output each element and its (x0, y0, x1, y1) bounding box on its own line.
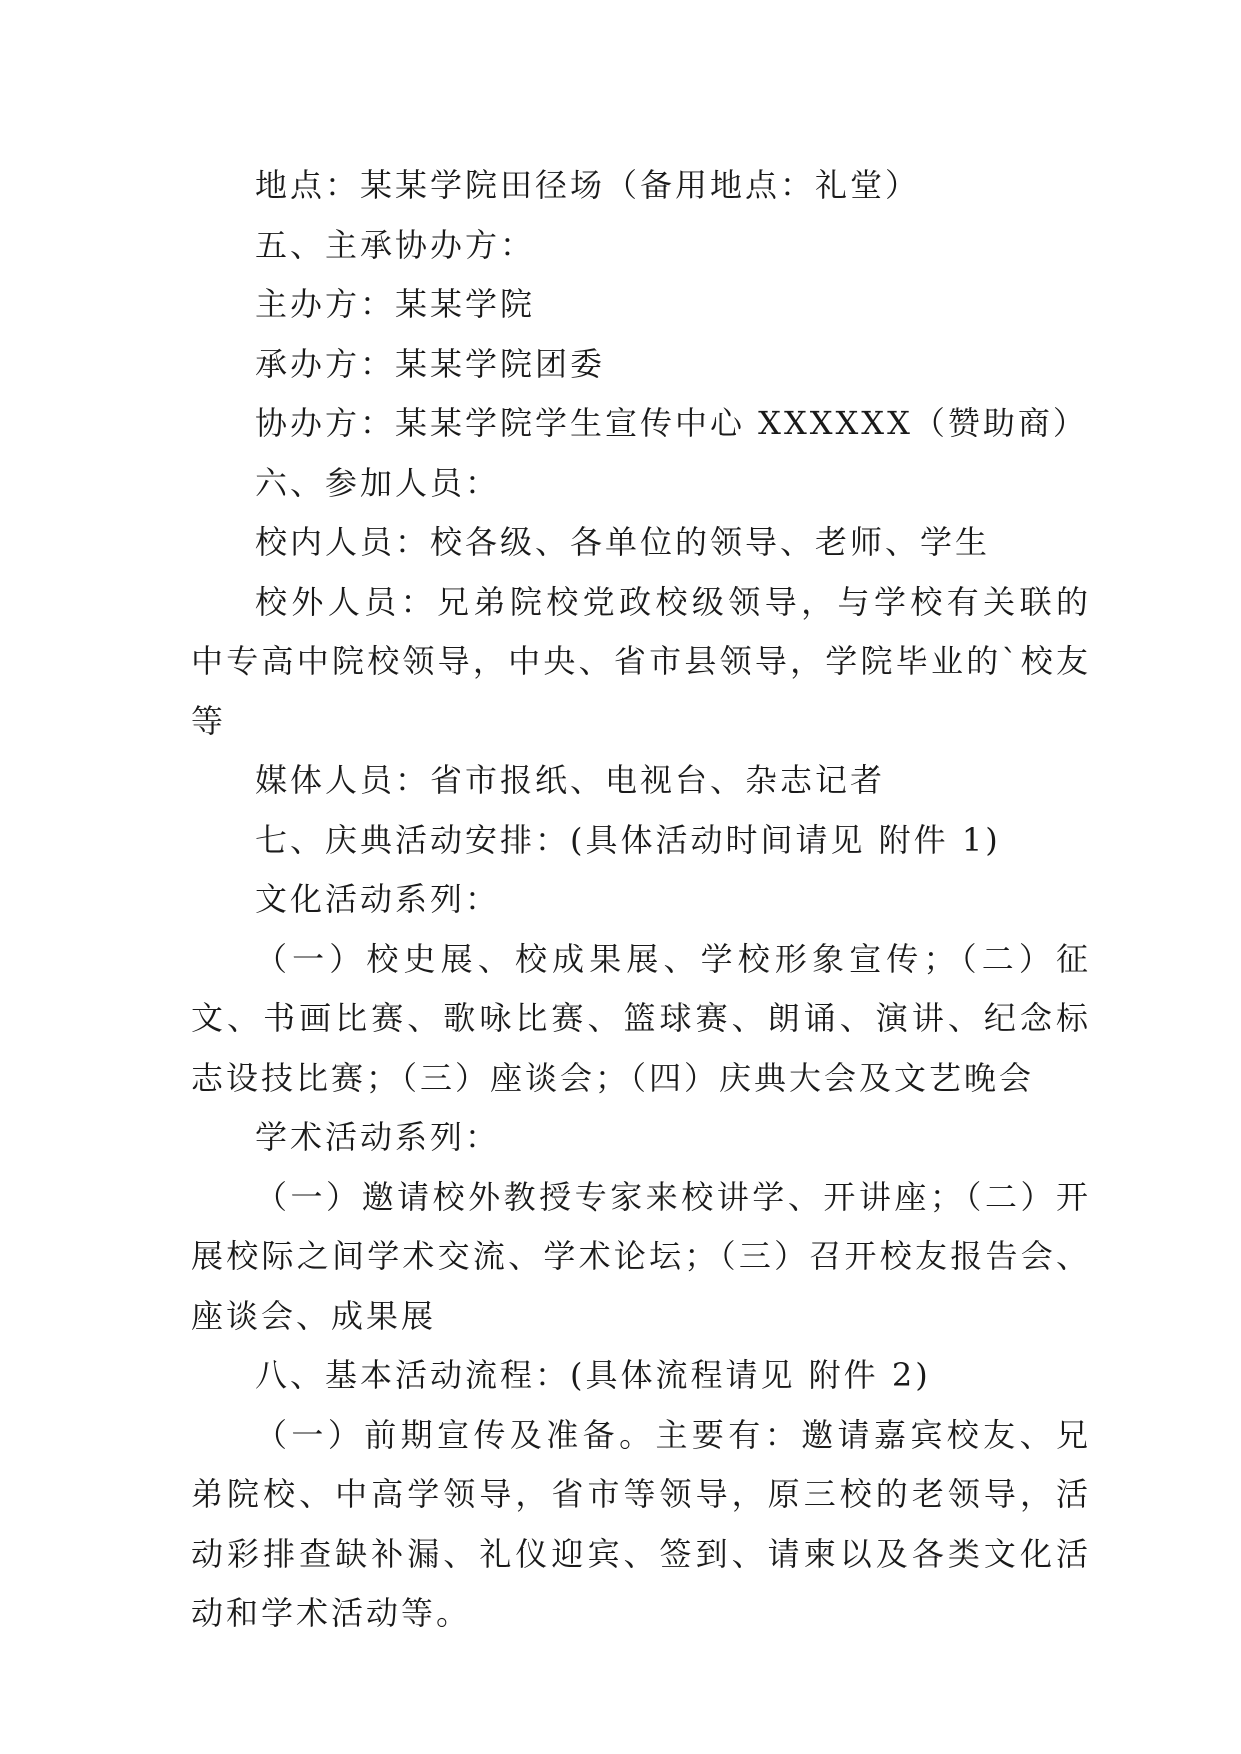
paragraph-organizer: 承办方：某某学院团委 (255, 344, 606, 383)
paragraph-external-participants: 校外人员：兄弟院校党政校级领导，与学校有关联的中专高中院校领导，中央、省市县领导，学院毕业的`校友等 (191, 582, 1091, 740)
paragraph-academic-series-heading: 学术活动系列： (255, 1118, 501, 1156)
paragraph-section-heading-organizers: 五、主承协办方： (255, 225, 536, 264)
paragraph-co-organizer: 协办方：某某学院学生宣传中心 XXXXXX（赞助商） (255, 404, 1088, 442)
paragraph-cultural-series: （一）校史展、校成果展、学校形象宣传；（二）征文、书画比赛、歌咏比赛、篮球赛、朗诵、演讲、纪念标志设技比赛；（三）座谈会；（四）庆典大会及文艺晚会 (191, 939, 1091, 1097)
paragraph-cultural-series-heading: 文化活动系列： (255, 880, 501, 918)
paragraph-section-heading-participants: 六、参加人员： (255, 463, 501, 502)
paragraph-media-participants: 媒体人员：省市报纸、电视台、杂志记者 (255, 761, 886, 799)
paragraph-section-heading-process: 八、基本活动流程：(具体流程请见 附件 2) (255, 1356, 931, 1394)
paragraph-preparation: （一）前期宣传及准备。主要有：邀请嘉宾校友、兄弟院校、中高学领导，省市等领导，原三校的老领导，活动彩排查缺补漏、礼仪迎宾、签到、请柬以及各类文化活动和学术活动等。 (191, 1415, 1091, 1632)
document-body (191, 156, 1091, 1644)
paragraph-venue: 地点：某某学院田径场（备用地点：礼堂） (255, 166, 921, 204)
paragraph-host: 主办方：某某学院 (255, 285, 536, 323)
paragraph-academic-series: （一）邀请校外教授专家来校讲学、开讲座；（二）开展校际之间学术交流、学术论坛；（三）召开校友报告会、座谈会、成果展 (191, 1177, 1091, 1335)
paragraph-internal-participants: 校内人员：校各级、各单位的领导、老师、学生 (255, 523, 991, 561)
paragraph-section-heading-arrangements: 七、庆典活动安排：(具体活动时间请见 附件 1) (255, 820, 1001, 859)
